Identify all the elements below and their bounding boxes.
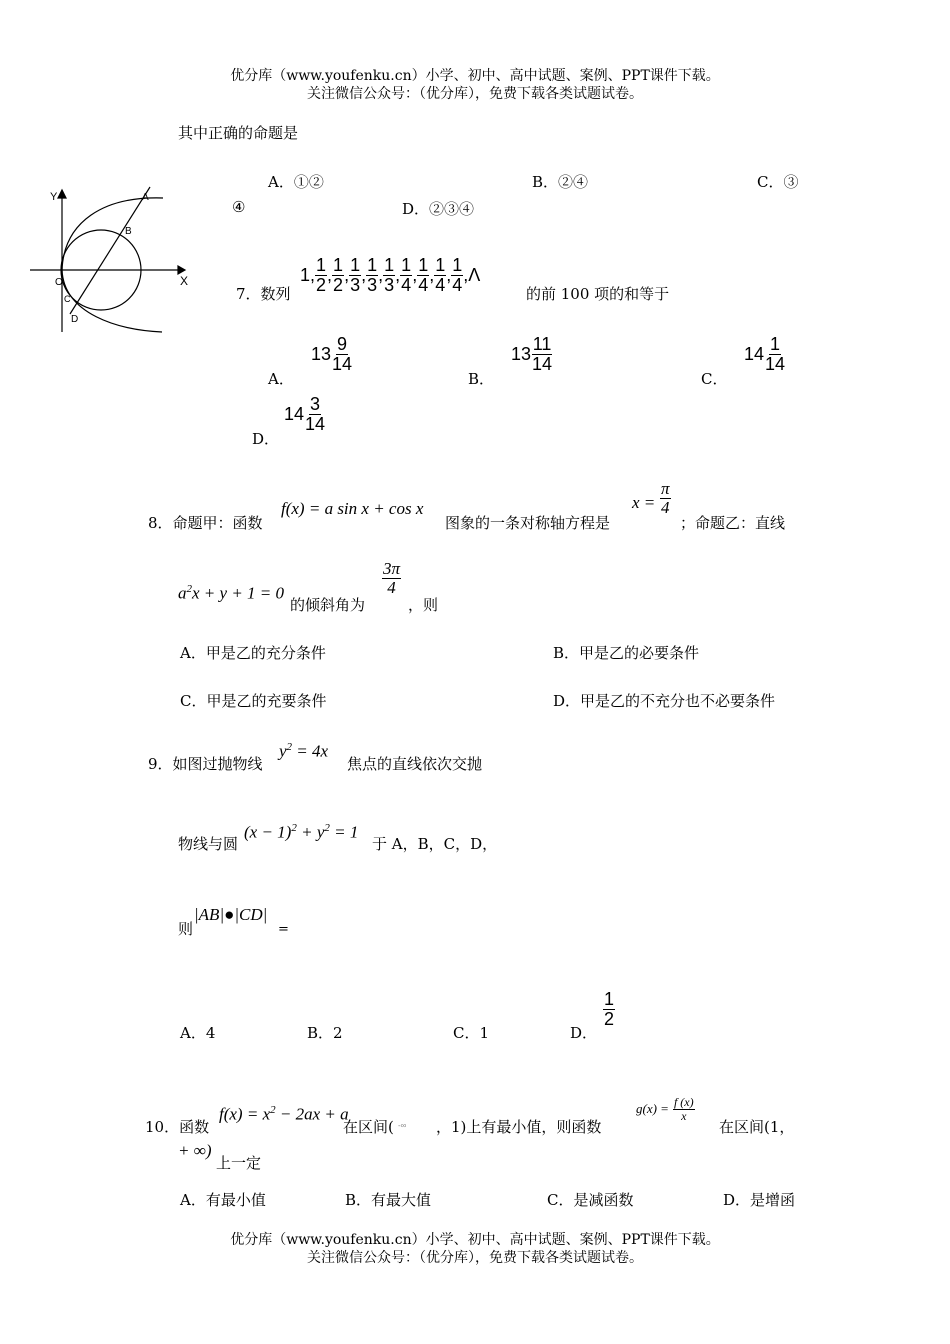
footer-line-1: 优分库（www.youfenku.cn）小学、初中、高中试题、案例、PPT课件下载。 <box>230 1232 720 1248</box>
q9-option-b: B．2 <box>307 1024 343 1042</box>
q8-tail: ；命题乙：直线 <box>680 514 786 532</box>
q7-d-whole: 14 <box>284 403 305 424</box>
q7-seq-fraction-den: 4 <box>452 274 463 295</box>
header-line-1: 优分库（www.youfenku.cn）小学、初中、高中试题、案例、PPT课件下载。 <box>230 68 720 84</box>
q8-option-d: D．甲是乙的不充分也不必要条件 <box>553 692 776 710</box>
q7-b-num: 11 <box>532 334 552 354</box>
y-axis-arrow <box>58 190 66 198</box>
q9-circle-sq2: 2 <box>324 822 330 834</box>
q8-line-a: a <box>178 583 187 603</box>
q7-seq-comma: , <box>395 264 401 285</box>
q7-seq-fraction-num: 1 <box>367 254 378 275</box>
label-b: B <box>125 226 132 237</box>
q10-text-5: 上一定 <box>216 1154 262 1172</box>
q7-seq-fraction-num: 1 <box>435 254 446 275</box>
q7-d-den: 14 <box>305 413 326 434</box>
q7-seq-fraction-num: 1 <box>333 254 344 275</box>
q8-angle-num: 3π <box>383 559 401 578</box>
q7-seq-fraction <box>400 256 412 295</box>
q9-parabola-y: y <box>279 741 287 761</box>
q8-angle-fraction <box>382 560 401 597</box>
q10-text-2: ，1)上有最小值，则函数 <box>436 1118 602 1136</box>
q6-option-c: C．③ <box>757 173 799 191</box>
q9-equals: = <box>278 922 289 937</box>
q7-option-a-value <box>311 335 353 374</box>
q7-seq-end: ,Λ <box>463 264 481 285</box>
q9-text-1: 焦点的直线依次交抛 <box>347 755 483 773</box>
q7-c-den: 14 <box>765 353 786 374</box>
q9-number: 9．如图过抛物线 <box>148 755 263 773</box>
q7-a-whole: 13 <box>311 343 332 364</box>
q8-pi-fraction <box>660 480 671 517</box>
q9-text-3: 于 A，B，C，D， <box>372 835 498 853</box>
q7-seq-fraction-den: 2 <box>333 274 344 295</box>
q7-seq-fraction-den: 3 <box>384 274 395 295</box>
q8-number: 8．命题甲：函数 <box>148 514 263 532</box>
q7-seq-comma: , <box>412 264 418 285</box>
secant-line <box>70 187 150 314</box>
q7-seq-fraction-den: 4 <box>418 274 429 295</box>
q8-line-rest: x + y + 1 = 0 <box>192 583 285 603</box>
header-line-2: 关注微信公众号：（优分库），免费下载各类试题试卷。 <box>307 86 643 102</box>
q9-circle-a: (x − 1) <box>244 822 292 842</box>
q7-seq-comma: , <box>429 264 435 285</box>
q9-option-c: C．1 <box>453 1024 490 1042</box>
q10-g-function <box>636 1096 695 1122</box>
footer-line-2: 关注微信公众号：（优分库），免费下载各类试题试卷。 <box>307 1250 643 1266</box>
q7-seq-fraction-den: 3 <box>367 274 378 295</box>
q8-function: f(x) = a sin x + cos x <box>281 499 424 518</box>
q7-seq-fractions <box>315 256 463 295</box>
q10-func-sq: 2 <box>270 1104 276 1116</box>
q8-option-c: C．甲是乙的充要条件 <box>180 692 327 710</box>
q6-stem: 其中正确的命题是 <box>178 124 299 142</box>
q7-option-b-value <box>511 335 553 374</box>
q7-seq-fraction <box>417 256 429 295</box>
q10-option-a: A．有最小值 <box>180 1191 266 1209</box>
q9-circle-b: + y <box>301 822 325 842</box>
q9-circle-c: = 1 <box>334 822 359 842</box>
q7-d-num: 3 <box>310 394 321 414</box>
q7-seq-comma: , <box>344 264 350 285</box>
q8-option-b: B．甲是乙的必要条件 <box>553 644 700 662</box>
x-axis-arrow <box>178 266 185 274</box>
q7-c-whole: 14 <box>744 343 765 364</box>
q9-text-2: 物线与圆 <box>178 835 239 853</box>
q10-interval-image: -∞ <box>398 1121 407 1130</box>
q7-seq-fraction <box>451 256 463 295</box>
q9-then: 则 <box>178 920 194 938</box>
q10-func-a: f(x) = x <box>219 1104 271 1124</box>
q7-option-d-value <box>284 395 326 434</box>
q7-seq-fraction-num: 1 <box>350 254 361 275</box>
q7-c-num: 1 <box>770 334 781 354</box>
q10-func-b: − 2ax + a <box>279 1104 349 1124</box>
q7-seq-fraction-num: 1 <box>452 254 463 275</box>
q7-b-whole: 13 <box>511 343 532 364</box>
q8-mid-text: 图象的一条对称轴方程是 <box>445 514 611 532</box>
q7-sequence <box>300 250 480 300</box>
q9-parabola-rest: = 4x <box>296 741 329 761</box>
q7-suffix: 的前 100 项的和等于 <box>526 285 670 303</box>
q8-x-equals: x = <box>632 493 656 512</box>
parabola-circle-figure <box>28 182 198 337</box>
q10-option-d: D．是增函 <box>723 1191 796 1209</box>
q7-seq-fraction-den: 3 <box>350 274 361 295</box>
q9-parabola <box>279 741 328 762</box>
q10-g-den: x <box>681 1108 687 1123</box>
q10-option-b: B．有最大值 <box>345 1191 432 1209</box>
q10-number: 10．函数 <box>145 1118 210 1136</box>
q7-seq-comma: , <box>361 264 367 285</box>
parabola-curve <box>62 198 163 332</box>
q7-seq-fraction-num: 1 <box>418 254 429 275</box>
label-x: X <box>180 274 189 288</box>
q7-seq-fraction-num: 1 <box>401 254 412 275</box>
q10-g-num: f (x) <box>673 1095 694 1109</box>
q6-option-d: D．②③④ <box>402 200 475 218</box>
q8-line-equation <box>178 583 284 604</box>
q7-option-d-label: D． <box>252 430 280 448</box>
q7-seq-comma: , <box>378 264 384 285</box>
q7-seq-fraction-den: 4 <box>401 274 412 295</box>
q7-seq-comma: , <box>327 264 333 285</box>
q8-then: ，则 <box>408 596 439 614</box>
q7-seq-first: 1, <box>300 264 316 285</box>
q7-seq-fraction-num: 1 <box>384 254 395 275</box>
q7-b-den: 14 <box>532 353 553 374</box>
q8-line-sq: 2 <box>186 583 192 595</box>
q7-option-c-label: C． <box>701 370 728 388</box>
q10-text-3: 在区间(1， <box>719 1118 795 1136</box>
q9-circle-sq: 2 <box>291 822 297 834</box>
q9-expression: |AB|●|CD| <box>194 905 268 924</box>
label-o: O <box>55 277 63 288</box>
label-c: C <box>64 294 71 304</box>
q7-seq-fraction <box>434 256 446 295</box>
q7-seq-comma: , <box>446 264 452 285</box>
q7-a-num: 9 <box>337 334 348 354</box>
q7-seq-fraction <box>366 256 378 295</box>
q7-seq-fraction <box>332 256 344 295</box>
q8-option-a: A．甲是乙的充分条件 <box>180 644 326 662</box>
q10-text-1: 在区间( <box>343 1118 394 1136</box>
q6-option-c-cont: ④ <box>232 198 246 216</box>
q10-option-c: C．是减函数 <box>547 1191 634 1209</box>
q9-option-a: A．4 <box>180 1024 216 1042</box>
q7-seq-fraction <box>349 256 361 295</box>
q7-option-a-label: A． <box>268 370 294 388</box>
q7-seq-fraction <box>383 256 395 295</box>
q9-option-d-value <box>603 990 615 1029</box>
q7-option-b-label: B． <box>468 370 495 388</box>
q6-option-b: B．②④ <box>532 173 589 191</box>
q8-pi: π <box>661 479 670 498</box>
q8-angle-den: 4 <box>387 577 396 597</box>
q7-a-den: 14 <box>332 353 353 374</box>
q9-d-num: 1 <box>604 989 615 1009</box>
q7-number: 7．数列 <box>236 285 291 303</box>
q9-d-den: 2 <box>604 1008 615 1029</box>
q8-angle-text: 的倾斜角为 <box>290 596 366 614</box>
q10-function <box>219 1104 349 1125</box>
q9-option-d-label: D． <box>570 1024 598 1042</box>
label-y: Y <box>50 191 58 203</box>
label-a: A <box>142 192 149 203</box>
q7-seq-fraction <box>315 256 327 295</box>
q10-g-left: g(x) = <box>636 1101 669 1117</box>
q10-text-4: + ∞) <box>178 1141 212 1160</box>
q8-four: 4 <box>661 497 670 517</box>
q9-parabola-sq: 2 <box>286 741 293 753</box>
q7-seq-fraction-den: 2 <box>316 274 327 295</box>
q9-circle-equation <box>244 822 358 843</box>
q6-option-a: A．①② <box>268 173 324 191</box>
label-d: D <box>71 314 79 325</box>
q7-option-c-value <box>744 335 786 374</box>
q7-seq-fraction-den: 4 <box>435 274 446 295</box>
q7-seq-fraction-num: 1 <box>316 254 327 275</box>
